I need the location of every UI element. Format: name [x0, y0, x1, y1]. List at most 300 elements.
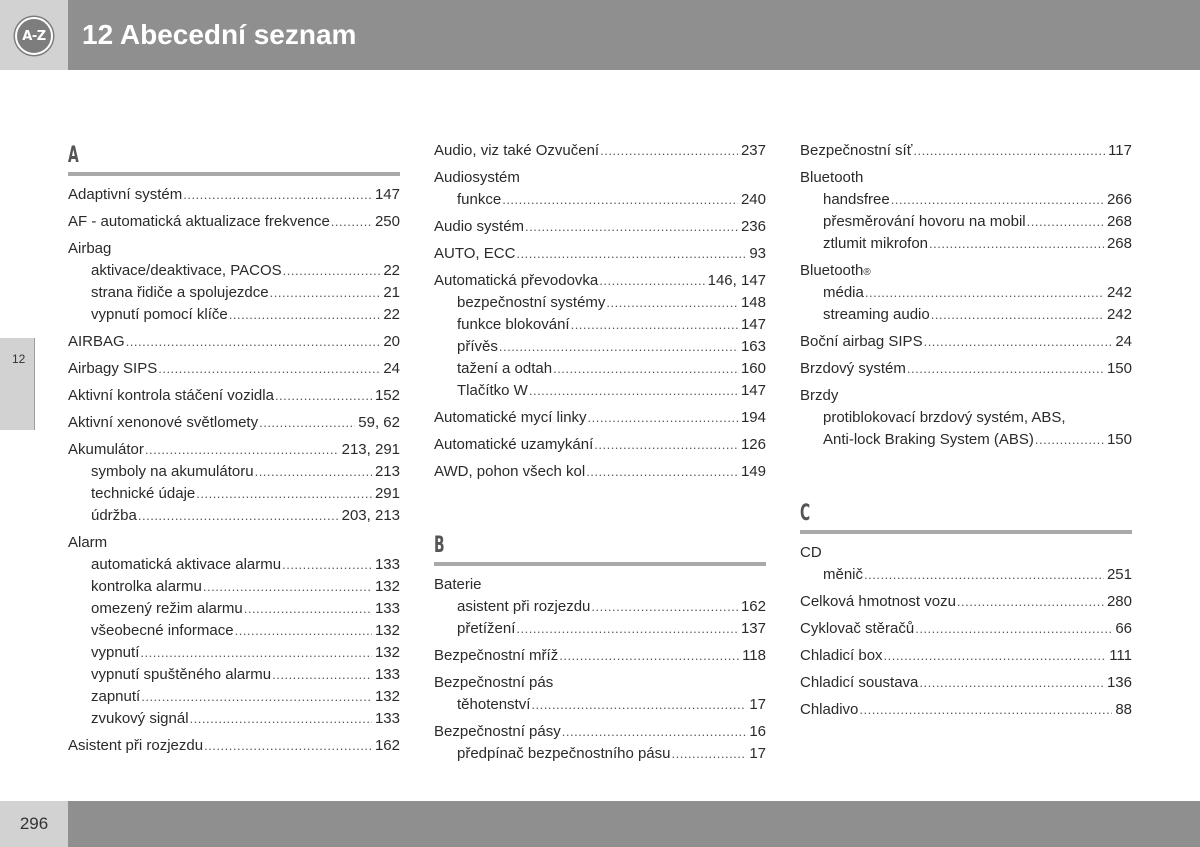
section-gap [800, 456, 1132, 498]
page-ref: 59, 62 [358, 414, 400, 431]
entry-text: Celková hmotnost vozu [800, 593, 956, 610]
index-subentry [68, 282, 400, 304]
entry-text: Boční airbag SIPS [800, 333, 923, 350]
index-entry [800, 542, 1132, 586]
dot-leader [190, 708, 372, 730]
dot-leader [600, 140, 738, 162]
index-entry [434, 216, 766, 238]
entry-text: Airbag [68, 240, 112, 257]
dot-leader [924, 331, 1113, 353]
page-ref: 133 [374, 710, 400, 727]
page-ref: 163 [740, 338, 766, 355]
page-ref: 250 [374, 213, 400, 230]
page-ref: 133 [374, 600, 400, 617]
index-term [68, 385, 400, 407]
entry-text: Bezpečnostní pásy [434, 723, 561, 740]
page-ref: 117 [1108, 142, 1132, 159]
page-ref: 242 [1106, 306, 1132, 323]
side-tab-label: 12 [12, 352, 26, 366]
index-term [68, 412, 400, 434]
index-subentry [434, 189, 766, 211]
dot-leader [499, 336, 738, 358]
entry-text: streaming audio [823, 306, 930, 323]
index-term [434, 434, 766, 456]
index-subentry [68, 620, 400, 642]
index-entry [68, 735, 400, 757]
index-entry [434, 270, 766, 402]
page-ref: 20 [383, 333, 400, 350]
entry-text: strana řidiče a spolujezdce [91, 284, 269, 301]
entry-text: Automatická převodovka [434, 272, 599, 289]
index-term [68, 439, 400, 461]
entry-text: Cyklovač stěračů [800, 620, 915, 637]
page-ref: 162 [374, 737, 400, 754]
entry-text: technické údaje [91, 485, 196, 502]
page-ref: 133 [374, 556, 400, 573]
index-entry [434, 407, 766, 429]
chapter-side-tab [0, 338, 35, 430]
index-entry [800, 331, 1132, 353]
index-term [800, 645, 1132, 667]
dot-leader [591, 596, 738, 618]
entry-text: tažení a odtah [457, 360, 553, 377]
entry-text: zapnutí [91, 688, 141, 705]
index-term [800, 140, 1132, 162]
entry-text: Automatické uzamykání [434, 436, 594, 453]
page-ref: 237 [740, 142, 766, 159]
index-entry [434, 140, 766, 162]
page-ref: 236 [740, 218, 766, 235]
page-ref: 132 [374, 644, 400, 661]
entry-text: Brzdy [800, 387, 839, 404]
dot-leader [255, 461, 372, 483]
index-term [68, 358, 400, 380]
index-term [434, 140, 766, 162]
index-subentry [68, 554, 400, 576]
entry-text: Audio, viz také Ozvučení [434, 142, 600, 159]
index-entry [68, 532, 400, 730]
page-ref: 242 [1106, 284, 1132, 301]
index-entry [68, 238, 400, 326]
dot-leader [244, 598, 372, 620]
index-entry [434, 243, 766, 265]
index-term [68, 532, 400, 554]
entry-text: přetížení [457, 620, 516, 637]
index-term [800, 358, 1132, 380]
index-subentry [434, 380, 766, 402]
entry-text: přívěs [457, 338, 498, 355]
page-ref: 22 [383, 306, 400, 323]
entry-text: AUTO, ECC [434, 245, 516, 262]
index-subentry [68, 461, 400, 483]
dot-leader [196, 483, 372, 505]
page-ref: 148 [740, 294, 766, 311]
page-ref: 132 [374, 622, 400, 639]
index-term [800, 542, 1132, 564]
page-ref: 16 [749, 723, 766, 740]
page-ref: 146, 147 [707, 272, 766, 289]
dot-leader [502, 189, 738, 211]
index-entry [68, 184, 400, 206]
index-entry [434, 574, 766, 640]
index-term [800, 167, 1132, 189]
index-subentry [800, 233, 1132, 255]
page-ref: 149 [740, 463, 766, 480]
index-entry [800, 167, 1132, 255]
dot-leader [141, 686, 372, 708]
entry-text: bezpečnostní systémy [457, 294, 606, 311]
entry-text: vypnutí spuštěného alarmu [91, 666, 272, 683]
index-entry [800, 672, 1132, 694]
entry-text: Brzdový systém [800, 360, 906, 377]
index-entry [68, 358, 400, 380]
dot-leader [571, 314, 738, 336]
entry-text: Baterie [434, 576, 482, 593]
dot-leader [529, 380, 738, 402]
badge-text: A-Z [22, 28, 46, 44]
index-entry [434, 461, 766, 483]
index-subentry [800, 304, 1132, 326]
index-entry [800, 591, 1132, 613]
entry-text: Automatické mycí linky [434, 409, 587, 426]
index-term [434, 167, 766, 189]
dot-leader [270, 282, 381, 304]
page-ref: 160 [740, 360, 766, 377]
dot-leader [907, 358, 1104, 380]
page-ref: 147 [374, 186, 400, 203]
page-ref: 66 [1115, 620, 1132, 637]
entry-text: vypnutí pomocí klíče [91, 306, 228, 323]
dot-leader [1027, 211, 1104, 233]
index-term [800, 672, 1132, 694]
index-term [800, 591, 1132, 613]
index-entry [800, 645, 1132, 667]
page-ref: 213 [374, 463, 400, 480]
dot-leader [1035, 429, 1104, 451]
dot-leader [331, 211, 372, 233]
dot-leader [272, 664, 372, 686]
index-term [434, 461, 766, 483]
entry-text: protiblokovací brzdový systém, ABS, [823, 409, 1066, 426]
entry-text: Audio systém [434, 218, 525, 235]
entry-text: Bezpečnostní síť [800, 142, 913, 159]
section-letter: B [434, 533, 445, 558]
page-ref: 93 [749, 245, 766, 262]
index-subentry [68, 483, 400, 505]
entry-text: Asistent při rozjezdu [68, 737, 204, 754]
index-entry [434, 167, 766, 211]
dot-leader [929, 233, 1104, 255]
dot-leader [203, 576, 372, 598]
page-ref: 150 [1106, 360, 1132, 377]
entry-text: AIRBAG [68, 333, 125, 350]
section-gap [434, 488, 766, 530]
entry-text: předpínač bezpečnostního pásu [457, 745, 671, 762]
index-entry [68, 211, 400, 233]
entry-text: Airbagy SIPS [68, 360, 158, 377]
page-ref: 24 [383, 360, 400, 377]
entry-text: kontrolka alarmu [91, 578, 202, 595]
dot-leader [516, 618, 738, 640]
index-subentry [434, 336, 766, 358]
entry-text: aktivace/deaktivace, PACOS [91, 262, 282, 279]
index-subentry [800, 407, 1132, 429]
page-ref: 268 [1106, 235, 1132, 252]
index-term [434, 574, 766, 596]
index-entry [68, 439, 400, 527]
entry-text: těhotenství [457, 696, 531, 713]
index-term [68, 331, 400, 353]
entry-text: Audiosystém [434, 169, 520, 186]
index-term [68, 211, 400, 233]
index-term [434, 216, 766, 238]
page-ref: 88 [1115, 701, 1132, 718]
entry-text: Alarm [68, 534, 108, 551]
dot-leader [138, 505, 339, 527]
dot-leader [275, 385, 372, 407]
index-entry [800, 140, 1132, 162]
page-ref: 213, 291 [341, 441, 400, 458]
page-ref: 194 [740, 409, 766, 426]
dot-leader [919, 672, 1104, 694]
index-term [434, 270, 766, 292]
page-ref: 162 [740, 598, 766, 615]
page-ref: 133 [374, 666, 400, 683]
index-term [68, 238, 400, 260]
index-subentry [434, 694, 766, 716]
entry-text: Tlačítko W [457, 382, 528, 399]
index-term [434, 672, 766, 694]
section-letter: A [68, 143, 79, 168]
dot-leader [594, 434, 738, 456]
entry-text: zvukový signál [91, 710, 189, 727]
page-header [0, 0, 1200, 70]
page-ref: 203, 213 [341, 507, 400, 524]
entry-text: ztlumit mikrofon [823, 235, 929, 252]
index-badge-box [0, 0, 68, 70]
dot-leader [259, 412, 355, 434]
dot-leader [891, 189, 1104, 211]
index-entry [800, 699, 1132, 721]
dot-leader [586, 461, 738, 483]
index-subentry [434, 358, 766, 380]
index-entry [434, 645, 766, 667]
entry-text: Chladicí box [800, 647, 883, 664]
page-ref: 280 [1106, 593, 1132, 610]
entry-text: symboly na akumulátoru [91, 463, 254, 480]
index-column-2 [434, 140, 766, 770]
dot-leader [525, 216, 738, 238]
index-subentry [68, 304, 400, 326]
dot-leader [204, 735, 372, 757]
entry-text: Bluetooth [800, 169, 864, 186]
entry-text: vypnutí [91, 644, 140, 661]
index-term: Bluetooth ® [800, 260, 1132, 282]
section-rule [68, 172, 400, 176]
page-footer [0, 801, 1200, 847]
page-ref: 132 [374, 578, 400, 595]
index-subentry [434, 618, 766, 640]
dot-leader [865, 282, 1104, 304]
entry-text: Bezpečnostní mříž [434, 647, 559, 664]
index-subentry [68, 642, 400, 664]
index-subentry [68, 598, 400, 620]
page-ref: 147 [740, 316, 766, 333]
index-term [434, 721, 766, 743]
index-term [68, 735, 400, 757]
chapter-title: 12 Abecední seznam [82, 19, 357, 50]
dot-leader [283, 260, 381, 282]
index-subentry [434, 292, 766, 314]
page-ref: 24 [1115, 333, 1132, 350]
entry-text: Anti-lock Braking System (ABS) [823, 431, 1034, 448]
page-ref: 111 [1109, 647, 1132, 664]
index-subentry [68, 708, 400, 730]
entry-text: AWD, pohon všech kol [434, 463, 586, 480]
page-ref: 266 [1106, 191, 1132, 208]
index-subentry [68, 576, 400, 598]
dot-leader [562, 721, 747, 743]
index-term [434, 407, 766, 429]
dot-leader [588, 407, 738, 429]
page-ref: 240 [740, 191, 766, 208]
chapter-title-bar [68, 0, 1200, 70]
page-ref: 251 [1106, 566, 1132, 583]
dot-leader [229, 304, 381, 326]
entry-text: omezený režim alarmu [91, 600, 243, 617]
index-entry [434, 672, 766, 716]
index-term [800, 699, 1132, 721]
dot-leader [235, 620, 372, 642]
dot-leader [531, 694, 746, 716]
index-subentry [800, 564, 1132, 586]
entry-text: asistent při rozjezdu [457, 598, 591, 615]
index-column-3 [800, 140, 1132, 726]
dot-leader [126, 331, 381, 353]
page-ref: 291 [374, 485, 400, 502]
dot-leader [553, 358, 738, 380]
section-rule [434, 562, 766, 566]
page-ref: 126 [740, 436, 766, 453]
entry-text: handsfree [823, 191, 890, 208]
entry-text: Adaptivní systém [68, 186, 183, 203]
entry-text: měnič [823, 566, 864, 583]
index-term [68, 184, 400, 206]
entry-text: přesměrování hovoru na mobil [823, 213, 1026, 230]
index-subentry [434, 596, 766, 618]
a-z-index-icon [15, 17, 53, 55]
index-subentry [68, 260, 400, 282]
dot-leader [599, 270, 704, 292]
dot-leader [915, 618, 1112, 640]
index-subentry [434, 314, 766, 336]
page-ref: 136 [1106, 674, 1132, 691]
entry-text: údržba [91, 507, 137, 524]
index-subentry [800, 211, 1132, 233]
entry-text: Aktivní xenonové světlomety [68, 414, 259, 431]
index-subentry [800, 189, 1132, 211]
page-ref: 118 [742, 647, 766, 664]
page-ref: 150 [1106, 431, 1132, 448]
entry-text: Chladicí soustava [800, 674, 919, 691]
index-term [434, 243, 766, 265]
entry-text: všeobecné informace [91, 622, 234, 639]
entry-text: Aktivní kontrola stáčení vozidla [68, 387, 274, 404]
page-ref: 137 [740, 620, 766, 637]
dot-leader [183, 184, 372, 206]
footer-bar [68, 801, 1200, 847]
section-rule [800, 530, 1132, 534]
entry-text: Chladivo [800, 701, 859, 718]
entry-text: funkce blokování [457, 316, 570, 333]
index-term [434, 645, 766, 667]
dot-leader [859, 699, 1112, 721]
index-subentry [434, 743, 766, 765]
dot-leader [282, 554, 372, 576]
page-ref: 22 [383, 262, 400, 279]
dot-leader [606, 292, 738, 314]
entry-text: automatická aktivace alarmu [91, 556, 282, 573]
page-ref: 152 [374, 387, 400, 404]
section-letter: C [800, 501, 811, 526]
index-term [800, 385, 1132, 407]
index-entry [800, 358, 1132, 380]
index-subentry [800, 282, 1132, 304]
dot-leader [672, 743, 747, 765]
page-ref: 21 [383, 284, 400, 301]
index-entry [800, 260, 1132, 326]
index-column-1 [68, 140, 400, 762]
entry-text: AF - automatická aktualizace frekvence [68, 213, 330, 230]
index-entry [68, 331, 400, 353]
page-ref: 147 [740, 382, 766, 399]
dot-leader [957, 591, 1104, 613]
index-term [800, 618, 1132, 640]
dot-leader [864, 564, 1104, 586]
entry-text: Bluetooth [800, 262, 864, 279]
dot-leader [931, 304, 1104, 326]
index-entry [434, 434, 766, 456]
index-subentry [68, 664, 400, 686]
index-subentry [68, 686, 400, 708]
index-entry [800, 385, 1132, 451]
index-subentry [800, 429, 1132, 451]
index-subentry [68, 505, 400, 527]
page-ref: 268 [1106, 213, 1132, 230]
entry-text: funkce [457, 191, 502, 208]
index-term [800, 331, 1132, 353]
dot-leader [884, 645, 1107, 667]
dot-leader [913, 140, 1105, 162]
page-ref: 17 [749, 696, 766, 713]
index-entry [434, 721, 766, 765]
entry-text: Akumulátor [68, 441, 144, 458]
dot-leader [559, 645, 739, 667]
dot-leader [145, 439, 339, 461]
dot-leader [516, 243, 746, 265]
page-ref: 132 [374, 688, 400, 705]
page-ref: 17 [749, 745, 766, 762]
index-entry [800, 618, 1132, 640]
entry-text: Bezpečnostní pás [434, 674, 554, 691]
entry-text: média [823, 284, 864, 301]
dot-leader [140, 642, 372, 664]
index-entry [68, 385, 400, 407]
dot-leader [158, 358, 380, 380]
entry-text: CD [800, 544, 822, 561]
index-entry [68, 412, 400, 434]
page-number: 296 [0, 801, 68, 847]
